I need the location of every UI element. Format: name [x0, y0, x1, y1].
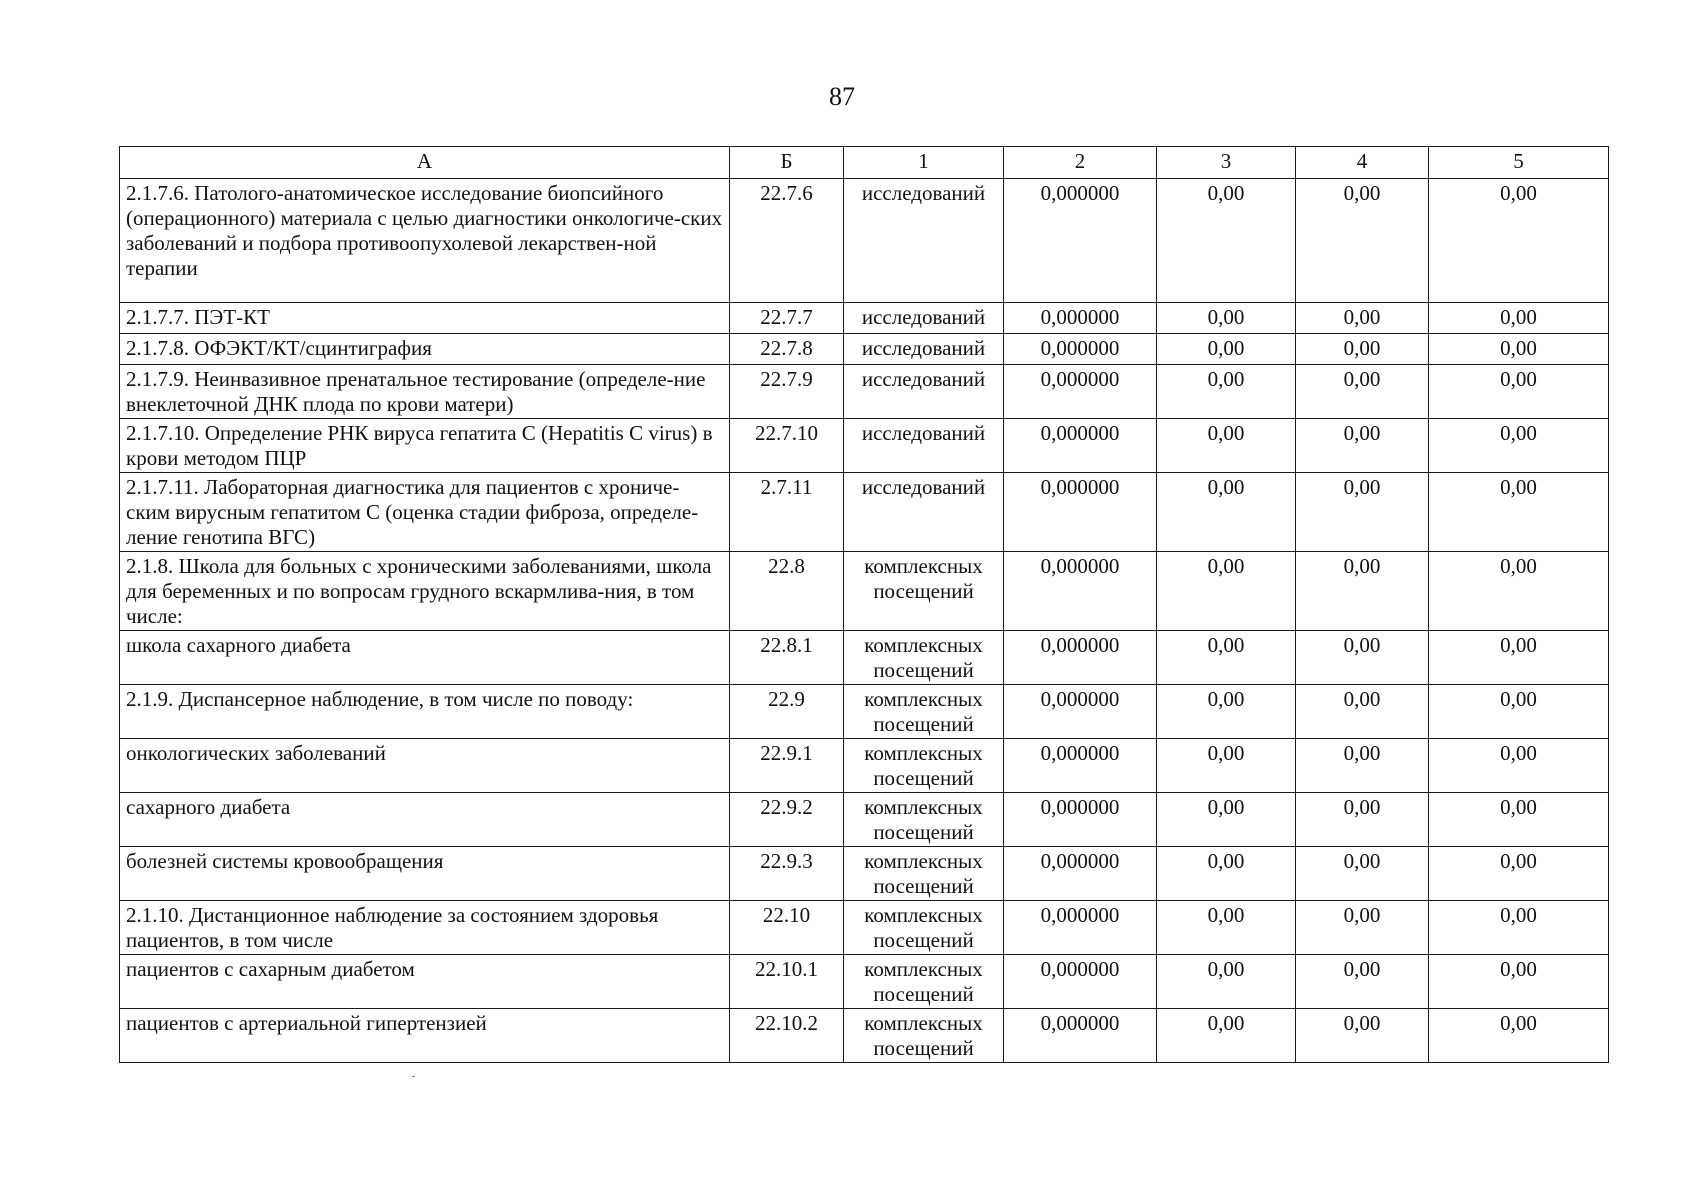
table-row	[120, 303, 1609, 334]
row-value-3: 0,00	[1157, 473, 1296, 552]
row-value-2: 0,000000	[1004, 552, 1157, 631]
row-code-cell: 22.7.9	[730, 365, 844, 419]
row-value-3: 0,00	[1157, 901, 1296, 955]
header-cell-b: Б	[730, 147, 844, 179]
row-name-cell: 2.1.7.9. Неинвазивное пренатальное тестирование (определе-ние внеклеточной ДНК плода по крови матери)	[120, 365, 730, 419]
row-value-4: 0,00	[1296, 473, 1429, 552]
row-code-cell: 22.9.1	[730, 739, 844, 793]
header-cell-3: 3	[1157, 147, 1296, 179]
row-name-cell: 2.1.7.11. Лабораторная диагностика для пациентов с хрониче-ским вирусным гепатитом С (оценка стадии фиброза, определе-ление генотипа ВГС)	[120, 473, 730, 552]
row-code-cell: 22.9.2	[730, 793, 844, 847]
table-row	[120, 179, 1609, 303]
row-value-5: 0,00	[1429, 847, 1609, 901]
row-value-2: 0,000000	[1004, 955, 1157, 1009]
row-value-4: 0,00	[1296, 901, 1429, 955]
row-value-5: 0,00	[1429, 473, 1609, 552]
row-unit-cell: комплексных посещений	[844, 631, 1004, 685]
row-value-5: 0,00	[1429, 685, 1609, 739]
row-unit-cell: комплексных посещений	[844, 552, 1004, 631]
indicators-table	[119, 146, 1609, 1063]
row-value-2: 0,000000	[1004, 1009, 1157, 1063]
row-value-4: 0,00	[1296, 1009, 1429, 1063]
table-row	[120, 473, 1609, 552]
table-row	[120, 847, 1609, 901]
scan-speck	[412, 1076, 415, 1077]
row-value-4: 0,00	[1296, 179, 1429, 303]
row-unit-cell: комплексных посещений	[844, 739, 1004, 793]
table-row	[120, 955, 1609, 1009]
table-row	[120, 631, 1609, 685]
row-value-2: 0,000000	[1004, 419, 1157, 473]
row-unit-cell: комплексных посещений	[844, 901, 1004, 955]
row-value-5: 0,00	[1429, 334, 1609, 365]
row-unit-cell: комплексных посещений	[844, 1009, 1004, 1063]
row-unit-cell: исследований	[844, 303, 1004, 334]
row-name-cell: 2.1.8. Школа для больных с хроническими заболеваниями, школа для беременных и по вопросам грудного вскармлива-ния, в том числе:	[120, 552, 730, 631]
row-value-3: 0,00	[1157, 365, 1296, 419]
row-code-cell: 22.8.1	[730, 631, 844, 685]
row-name-cell: сахарного диабета	[120, 793, 730, 847]
row-name-cell: 2.1.9. Диспансерное наблюдение, в том числе по поводу:	[120, 685, 730, 739]
row-code-cell: 2.7.11	[730, 473, 844, 552]
row-unit-cell: исследований	[844, 334, 1004, 365]
row-code-cell: 22.10.2	[730, 1009, 844, 1063]
row-value-4: 0,00	[1296, 955, 1429, 1009]
row-code-cell: 22.10.1	[730, 955, 844, 1009]
row-code-cell: 22.9.3	[730, 847, 844, 901]
row-value-4: 0,00	[1296, 685, 1429, 739]
row-name-cell: пациентов с артериальной гипертензией	[120, 1009, 730, 1063]
table-row	[120, 365, 1609, 419]
header-cell-1: 1	[844, 147, 1004, 179]
row-code-cell: 22.7.10	[730, 419, 844, 473]
row-value-4: 0,00	[1296, 365, 1429, 419]
row-value-2: 0,000000	[1004, 473, 1157, 552]
row-value-3: 0,00	[1157, 631, 1296, 685]
table-row	[120, 901, 1609, 955]
row-name-cell: пациентов с сахарным диабетом	[120, 955, 730, 1009]
row-name-cell: 2.1.7.7. ПЭТ-КТ	[120, 303, 730, 334]
header-row	[120, 147, 1609, 179]
row-value-5: 0,00	[1429, 1009, 1609, 1063]
row-value-2: 0,000000	[1004, 739, 1157, 793]
row-value-2: 0,000000	[1004, 793, 1157, 847]
row-value-4: 0,00	[1296, 419, 1429, 473]
row-code-cell: 22.8	[730, 552, 844, 631]
row-value-5: 0,00	[1429, 419, 1609, 473]
row-name-cell: 2.1.10. Дистанционное наблюдение за состоянием здоровья пациентов, в том числе	[120, 901, 730, 955]
row-code-cell: 22.9	[730, 685, 844, 739]
row-value-5: 0,00	[1429, 303, 1609, 334]
row-value-2: 0,000000	[1004, 901, 1157, 955]
row-value-2: 0,000000	[1004, 631, 1157, 685]
row-value-5: 0,00	[1429, 365, 1609, 419]
header-cell-2: 2	[1004, 147, 1157, 179]
row-name-cell: 2.1.7.6. Патолого-анатомическое исследование биопсийного (операционного) материала с целью диагностики онкологиче-ских заболеваний и подбора противоопухолевой лекарствен-ной терапии	[120, 179, 730, 303]
row-value-3: 0,00	[1157, 303, 1296, 334]
row-value-5: 0,00	[1429, 739, 1609, 793]
row-value-4: 0,00	[1296, 303, 1429, 334]
row-value-4: 0,00	[1296, 552, 1429, 631]
header-cell-5: 5	[1429, 147, 1609, 179]
row-value-3: 0,00	[1157, 1009, 1296, 1063]
table-row	[120, 334, 1609, 365]
row-value-3: 0,00	[1157, 685, 1296, 739]
row-unit-cell: исследований	[844, 473, 1004, 552]
row-name-cell: болезней системы кровообращения	[120, 847, 730, 901]
table-row	[120, 685, 1609, 739]
row-value-4: 0,00	[1296, 847, 1429, 901]
row-name-cell: онкологических заболеваний	[120, 739, 730, 793]
table-row	[120, 419, 1609, 473]
header-cell-a: А	[120, 147, 730, 179]
row-code-cell: 22.10	[730, 901, 844, 955]
row-code-cell: 22.7.6	[730, 179, 844, 303]
row-value-4: 0,00	[1296, 334, 1429, 365]
table-header	[120, 147, 1609, 179]
header-cell-4: 4	[1296, 147, 1429, 179]
row-name-cell: 2.1.7.10. Определение РНК вируса гепатита С (Hepatitis C virus) в крови методом ПЦР	[120, 419, 730, 473]
table-row	[120, 793, 1609, 847]
row-value-4: 0,00	[1296, 631, 1429, 685]
row-value-3: 0,00	[1157, 739, 1296, 793]
page-number: 87	[829, 82, 855, 111]
table-body	[120, 179, 1609, 1063]
row-unit-cell: исследований	[844, 179, 1004, 303]
row-value-2: 0,000000	[1004, 334, 1157, 365]
row-value-2: 0,000000	[1004, 847, 1157, 901]
row-unit-cell: комплексных посещений	[844, 793, 1004, 847]
row-value-3: 0,00	[1157, 179, 1296, 303]
row-unit-cell: комплексных посещений	[844, 685, 1004, 739]
row-value-3: 0,00	[1157, 334, 1296, 365]
row-value-4: 0,00	[1296, 739, 1429, 793]
row-value-4: 0,00	[1296, 793, 1429, 847]
table-row	[120, 552, 1609, 631]
row-name-cell: 2.1.7.8. ОФЭКТ/КТ/сцинтиграфия	[120, 334, 730, 365]
table-row	[120, 1009, 1609, 1063]
table-row	[120, 739, 1609, 793]
row-name-cell: школа сахарного диабета	[120, 631, 730, 685]
row-value-3: 0,00	[1157, 847, 1296, 901]
row-unit-cell: комплексных посещений	[844, 955, 1004, 1009]
row-unit-cell: исследований	[844, 365, 1004, 419]
row-value-2: 0,000000	[1004, 179, 1157, 303]
row-value-3: 0,00	[1157, 955, 1296, 1009]
row-value-2: 0,000000	[1004, 365, 1157, 419]
row-value-2: 0,000000	[1004, 303, 1157, 334]
row-value-5: 0,00	[1429, 955, 1609, 1009]
row-code-cell: 22.7.8	[730, 334, 844, 365]
row-value-3: 0,00	[1157, 552, 1296, 631]
row-value-5: 0,00	[1429, 901, 1609, 955]
row-value-5: 0,00	[1429, 793, 1609, 847]
row-value-5: 0,00	[1429, 631, 1609, 685]
row-unit-cell: исследований	[844, 419, 1004, 473]
row-value-5: 0,00	[1429, 552, 1609, 631]
row-value-2: 0,000000	[1004, 685, 1157, 739]
row-value-3: 0,00	[1157, 793, 1296, 847]
row-code-cell: 22.7.7	[730, 303, 844, 334]
row-unit-cell: комплексных посещений	[844, 847, 1004, 901]
row-value-5: 0,00	[1429, 179, 1609, 303]
row-value-3: 0,00	[1157, 419, 1296, 473]
